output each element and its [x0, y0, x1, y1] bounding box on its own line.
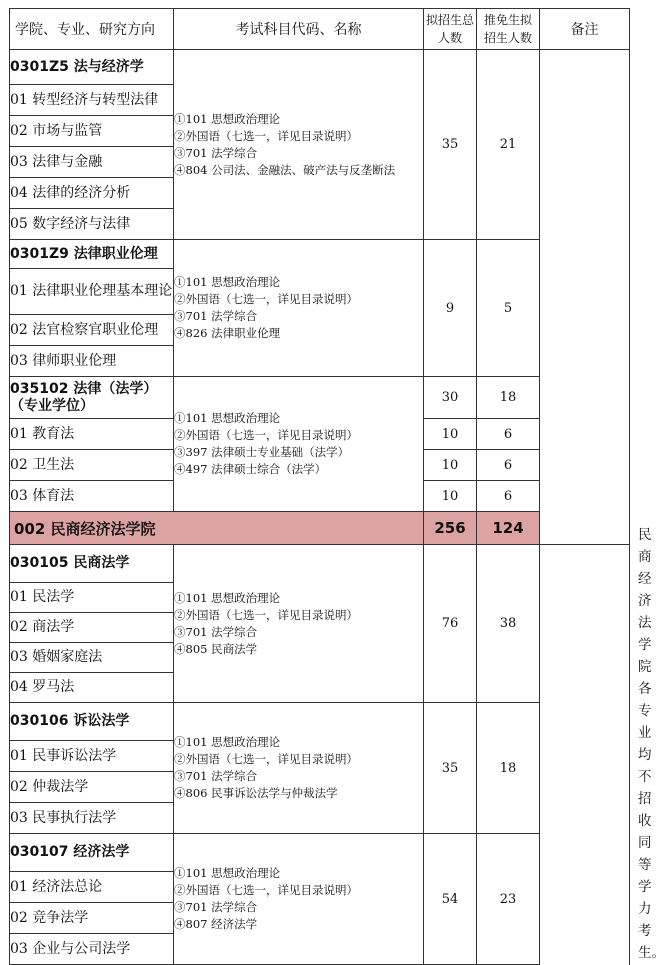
subject-line: ③397 法律硕士专业基础（法学） — [174, 445, 350, 459]
direction-item: 03 律师职业伦理 — [10, 346, 174, 377]
exam-subjects — [174, 834, 424, 965]
remark-text: 民商经济法学院各专业均不招收同等学力考生。 — [638, 527, 665, 961]
direction-item: 03 体育法 — [10, 481, 174, 512]
subject-line: ①101 思想政治理论 — [174, 590, 281, 605]
total-enrollment: 10 — [424, 481, 477, 512]
subject-line: ③701 法学综合 — [174, 309, 258, 323]
school-exempt: 124 — [477, 512, 540, 545]
exempt-enrollment: 6 — [477, 419, 540, 450]
direction-item: 02 卫生法 — [10, 450, 174, 481]
exempt-enrollment: 6 — [477, 481, 540, 512]
header-row — [10, 9, 630, 50]
total-enrollment: 54 — [424, 834, 477, 965]
subject-line: ②外国语（七选一，详见目录说明） — [174, 428, 358, 442]
school-name: 002 民商经济法学院 — [10, 512, 424, 545]
program-title: 030107 经济法学 — [10, 834, 174, 872]
exempt-enrollment: 5 — [477, 240, 540, 377]
enrollment-catalog-table — [9, 8, 665, 965]
program-title: 035102 法律（法学）（专业学位） — [10, 377, 174, 419]
total-enrollment: 35 — [424, 703, 477, 834]
subject-line: ③701 法学综合 — [174, 624, 258, 639]
direction-item: 04 罗马法 — [10, 673, 174, 703]
exam-subjects — [174, 50, 424, 240]
subject-line: ④805 民商法学 — [174, 641, 258, 656]
subject-line: ④807 经济法学 — [174, 917, 258, 931]
direction-item: 01 法律职业伦理基本理论 — [10, 269, 174, 315]
exam-subjects — [174, 240, 424, 377]
exam-subjects — [174, 703, 424, 834]
direction-item: 01 民事诉讼法学 — [10, 741, 174, 772]
subject-line: ④497 法律硕士综合（法学） — [174, 462, 327, 476]
direction-item: 02 市场与监管 — [10, 116, 174, 147]
direction-item: 03 民事执行法学 — [10, 803, 174, 834]
total-enrollment: 76 — [424, 545, 477, 703]
direction-item: 03 企业与公司法学 — [10, 934, 174, 965]
subject-line: ①101 思想政治理论 — [174, 111, 281, 126]
program-header-row — [10, 377, 630, 419]
subject-line: ①101 思想政治理论 — [174, 275, 281, 289]
subject-line: ③701 法学综合 — [174, 769, 258, 783]
direction-item: 02 商法学 — [10, 613, 174, 643]
subject-line: ④804 公司法、金融法、破产法与反垄断法 — [174, 162, 396, 177]
direction-item: 05 数字经济与法律 — [10, 209, 174, 240]
subject-line: ②外国语（七选一，详见目录说明） — [174, 292, 358, 306]
subject-line: ②外国语（七选一，详见目录说明） — [174, 128, 358, 143]
exam-subjects — [174, 377, 424, 512]
subject-line: ①101 思想政治理论 — [174, 411, 281, 425]
total-enrollment: 30 — [424, 377, 477, 419]
header-exam-subjects: 考试科目代码、名称 — [174, 9, 424, 50]
school-total: 256 — [424, 512, 477, 545]
direction-item: 02 竞争法学 — [10, 903, 174, 934]
exempt-enrollment: 18 — [477, 377, 540, 419]
subject-line: ②外国语（七选一，详见目录说明） — [174, 883, 358, 897]
subject-line: ④826 法律职业伦理 — [174, 326, 281, 340]
exempt-enrollment: 6 — [477, 450, 540, 481]
direction-item: 03 婚姻家庭法 — [10, 643, 174, 673]
header-total-enrollment: 拟招生总人数 — [424, 9, 477, 50]
exempt-enrollment: 23 — [477, 834, 540, 965]
subject-line: ②外国语（七选一，详见目录说明） — [174, 752, 358, 766]
program-header-row — [10, 703, 630, 741]
direction-item: 01 经济法总论 — [10, 872, 174, 903]
subject-line: ④806 民事诉讼法学与仲裁法学 — [174, 786, 338, 800]
exempt-enrollment: 38 — [477, 545, 540, 703]
direction-item: 02 法官检察官职业伦理 — [10, 315, 174, 346]
direction-item: 01 转型经济与转型法律 — [10, 85, 174, 116]
program-title: 030105 民商法学 — [10, 545, 174, 583]
program-header-row — [10, 545, 630, 583]
school-row — [10, 512, 630, 545]
program-title: 0301Z9 法律职业伦理 — [10, 240, 174, 269]
exempt-enrollment: 18 — [477, 703, 540, 834]
total-enrollment: 10 — [424, 419, 477, 450]
direction-item: 01 教育法 — [10, 419, 174, 450]
remarks-empty — [540, 50, 630, 545]
subject-line: ③701 法学综合 — [174, 900, 258, 914]
direction-item: 02 仲裁法学 — [10, 772, 174, 803]
program-header-row — [10, 50, 630, 85]
program-header-row — [10, 240, 630, 269]
program-title: 0301Z5 法与经济学 — [10, 50, 174, 85]
header-exempt-enrollment: 推免生拟招生人数 — [477, 9, 540, 50]
exam-subjects — [174, 545, 424, 703]
total-enrollment: 9 — [424, 240, 477, 377]
header-remarks: 备注 — [540, 9, 630, 50]
subject-line: ②外国语（七选一，详见目录说明） — [174, 607, 358, 622]
program-title: 030106 诉讼法学 — [10, 703, 174, 741]
subject-line: ③701 法学综合 — [174, 145, 258, 160]
direction-item: 03 法律与金融 — [10, 147, 174, 178]
total-enrollment: 35 — [424, 50, 477, 240]
subject-line: ①101 思想政治理论 — [174, 735, 281, 749]
total-enrollment: 10 — [424, 450, 477, 481]
program-header-row — [10, 834, 630, 872]
catalog-table-wrapper — [9, 8, 665, 965]
direction-item: 01 民法学 — [10, 583, 174, 613]
direction-item: 04 法律的经济分析 — [10, 178, 174, 209]
subject-line: ①101 思想政治理论 — [174, 866, 281, 880]
exempt-enrollment: 21 — [477, 50, 540, 240]
header-school-major: 学院、专业、研究方向 — [10, 9, 174, 50]
